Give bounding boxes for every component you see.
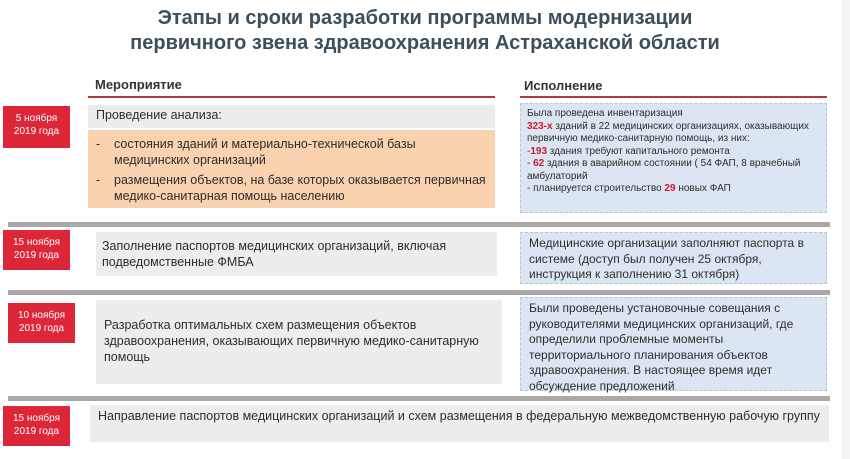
- layout-schemes-activity-box: [96, 300, 502, 384]
- date-badge-row4: 15 ноября 2019 года: [3, 406, 70, 446]
- activity-heading: Проведение анализа:: [96, 108, 222, 122]
- date-badge-row2: 15 ноября 2019 года: [3, 230, 70, 270]
- passports-activity-text: Заполнение паспортов медицинских организаций, включая подведомственные ФМБА: [102, 239, 447, 269]
- analysis-bullet-1: - состояния зданий и материально-технической базы медицинских организаций: [96, 137, 416, 167]
- date-badge-row3: 10 ноября 2019 года: [8, 303, 75, 343]
- date-badge-row1: [3, 106, 70, 148]
- passports-result-text: Медицинские организации заполняют паспорта в системе (доступ был получен 25 октября, инструкция к заполнению 31 октября): [529, 236, 804, 281]
- analysis-list-box: [88, 130, 495, 208]
- inventory-emergency-text: - 62 здания в аварийном состоянии ( 54 ФАП, 8 врачебный амбулаторий: [527, 158, 801, 182]
- column-underline-execution: [520, 96, 827, 98]
- row-divider-2: [8, 290, 830, 295]
- passports-activity-box: [96, 232, 497, 276]
- activity-heading-box: [88, 105, 495, 128]
- page-title: [60, 6, 790, 56]
- passports-result-box: [520, 232, 827, 284]
- meetings-result-text: Были проведены установочные совещания с руководителями медицинских организаций, где определили проблемные моменты территориального планирования объектов здравоохранения. В настоящее время идет обсуждение предложений: [529, 301, 794, 393]
- page-title-line1: Этапы и сроки разработки программы модернизации: [157, 7, 693, 29]
- page-title-line2: первичного звена здравоохранения Астраханской области: [130, 32, 720, 54]
- layout-schemes-activity-text: Разработка оптимальных схем размещения объектов здравоохранения, оказывающих первичную медико-санитарную помощь: [104, 318, 479, 364]
- inventory-result-box: Была проведена инвентаризация 323-х зданий в 22 медицинских организациях, оказывающих первичную медико-санитарную помощь, из них: -193 здания требуют капитального ремонта - 62 здания в аварийном состоянии ( 54 ФАП, 8 врачебный амбулаторий - планируется строительство 29 новых ФАП: [520, 103, 827, 213]
- meetings-result-box: [520, 297, 827, 391]
- column-header-activity: Мероприятие: [95, 77, 182, 92]
- inventory-buildings-text: 323-х зданий в 22 медицинских организациях, оказывающих первичную медико-санитарную помощь, из них:: [527, 120, 809, 144]
- federal-submission-text: Направление паспортов медицинских организаций и схем размещения в федеральную межведомственную рабочую группу: [98, 409, 820, 423]
- date-badge-line2: 2019 года: [13, 126, 60, 137]
- right-edge-band: [842, 0, 850, 459]
- row-divider-1: [8, 222, 830, 227]
- inventory-construction-text: - планируется строительство 29 новых ФАП: [527, 183, 731, 194]
- inventory-repair-text: -193 здания требуют капитального ремонта: [527, 145, 730, 157]
- federal-submission-box: [90, 405, 829, 442]
- row-divider-3: [8, 396, 830, 401]
- column-header-execution: Исполнение: [524, 78, 603, 93]
- column-underline-activity: [88, 96, 495, 98]
- date-badge-line1: 5 ноября: [15, 113, 58, 124]
- analysis-bullet-2: - размещения объектов, на базе которых оказывается первичная медико-санитарная помощь населению: [96, 173, 486, 203]
